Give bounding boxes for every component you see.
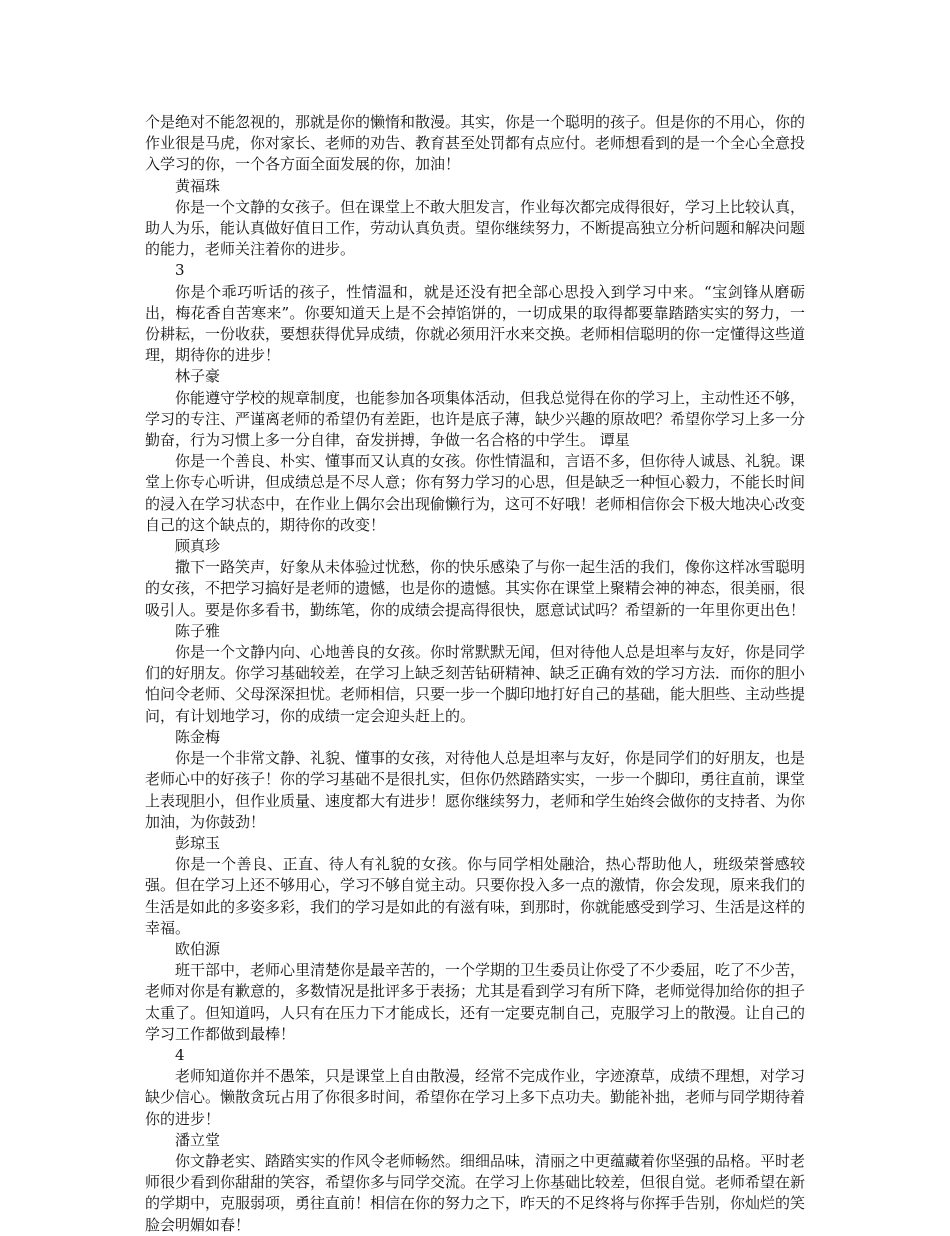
student-name-heading: 彭琼玉 xyxy=(175,833,221,852)
section-number: 3 xyxy=(175,261,185,280)
document-page xyxy=(145,112,805,1236)
paragraph: 班干部中，老师心里清楚你是最辛苦的，一个学期的卫生委员让你受了不少委屈，吃了不少苦，老师对你是有歉意的，多数情况是批评多于表扬；尤其是看到学习有所下降，老师觉得加给你的担子太重了。但知道吗，人只有在压力下才能成长，还有一定要克制自己，克服学习上的散漫。让自己的学习工作都做到最棒！ xyxy=(145,961,806,1043)
student-name-heading: 潘立堂 xyxy=(175,1130,221,1149)
paragraph: 你是一个善良、朴实、懂事而又认真的女孩。你性情温和，言语不多，但你待人诚恳、礼貌。课堂上你专心听讲，但成绩总是不尽人意；你有努力学习的心思，但是缺乏一种恒心毅力，不能长时间的浸入在学习状态中，在作业上偶尔会出现偷懒行为，这可不好哦！老师相信你会下极大地决心改变自己的这个缺点的，期待你的改变！ xyxy=(145,452,806,534)
paragraph: 你能遵守学校的规章制度，也能参加各项集体活动，但我总觉得在你的学习上，主动性还不够，学习的专注、严谨离老师的希望仍有差距，也许是底子薄，缺少兴趣的原故吧？希望你学习上多一分勤奋，行为习惯上多一分自律，奋发拼搏，争做一名合格的中学生。 谭星 xyxy=(145,388,806,450)
student-name-heading: 陈金梅 xyxy=(175,727,221,746)
paragraph: 你是一个善良、正直、待人有礼貌的女孩。你与同学相处融洽，热心帮助他人，班级荣誉感较强。但在学习上还不够用心，学习不够自觉主动。只要你投入多一点的激情，你会发现，原来我们的生活是如此的多姿多彩，我们的学习是如此的有滋有味，到那时，你就能感受到学习、生活是这样的幸福。 xyxy=(145,855,806,937)
student-name-heading: 林子豪 xyxy=(175,367,221,386)
paragraph: 你文静老实、踏踏实实的作风令老师畅然。细细品味，清丽之中更蕴藏着你坚强的品格。平时老师很少看到你甜甜的笑容，希望你多与同学交流。在学习上你基础比较差，但很自觉。老师希望在新的学期中，克服弱项，勇往直前！相信在你的努力之下，昨天的不足终将与你挥手告别，你灿烂的笑脸会明媚如春！ xyxy=(145,1151,806,1234)
student-name-heading: 陈子雅 xyxy=(175,621,221,640)
paragraph: 老师知道你并不愚笨，只是课堂上自由散漫，经常不完成作业，字迹潦草，成绩不理想，对学习缺少信心。懒散贪玩占用了你很多时间，希望你在学习上多下点功夫。勤能补拙，老师与同学期待着你的进步！ xyxy=(145,1067,806,1128)
student-name-heading: 顾真珍 xyxy=(175,537,221,556)
paragraph: 个是绝对不能忽视的，那就是你的懒惰和散漫。其实，你是一个聪明的孩子。但是你的不用心，你的作业很是马虎，你对家长、老师的劝告、教育甚至处罚都有点应付。老师想看到的是一个全心全意投入学习的你，一个各方面全面发展的你，加油！ xyxy=(145,113,806,174)
student-name-heading: 黄福珠 xyxy=(175,176,221,195)
paragraph: 你是一个文静的女孩子。但在课堂上不敢大胆发言，作业每次都完成得很好，学习上比较认真，助人为乐，能认真做好值日工作，劳动认真负责。望你继续努力，不断提高独立分析问题和解决问题的能力，老师关注着你的进步。 xyxy=(145,197,806,259)
section-number: 4 xyxy=(175,1045,185,1064)
paragraph: 你是一个非常文静、礼貌、懂事的女孩，对待他人总是坦率与友好，你是同学们的好朋友，也是老师心中的好孩子！你的学习基础不是很扎实，但你仍然踏踏实实，一步一个脚印，勇往直前，课堂上表现胆小，但作业质量、速度都大有进步！愿你继续努力，老师和学生始终会做你的支持者、为你加油，为你鼓劲！ xyxy=(145,749,806,831)
paragraph: 你是一个文静内向、心地善良的女孩。你时常默默无闻，但对待他人总是坦率与友好，你是同学们的好朋友。你学习基础较差，在学习上缺乏刻苦钻研精神、缺乏正确有效的学习方法．而你的胆小怕问令老师、父母深深担忧。老师相信，只要一步一个脚印地打好自己的基础，能大胆些、主动些提问，有计划地学习，你的成绩一定会迎头赶上的。 xyxy=(145,643,806,725)
paragraph: 你是个乖巧听话的孩子，性情温和，就是还没有把全部心思投入到学习中来。“宝剑锋从磨砺出，梅花香自苦寒来”。你要知道天上是不会掉馅饼的，一切成果的取得都要靠踏踏实实的努力，一份耕耘，一份收获，要想获得优异成绩，你就必须用汗水来交换。老师相信聪明的你一定懂得这些道理，期待你的进步！ xyxy=(145,282,806,365)
paragraph: 撒下一路笑声，好象从未体验过忧愁，你的快乐感染了与你一起生活的我们，像你这样冰雪聪明的女孩，不把学习搞好是老师的遗憾，也是你的遗憾。其实你在课堂上聚精会神的神态，很美丽，很吸引人。要是你多看书，勤练笔，你的成绩会提高得很快，愿意试试吗？希望新的一年里你更出色！ xyxy=(145,558,806,619)
student-name-heading: 欧伯源 xyxy=(175,939,221,958)
